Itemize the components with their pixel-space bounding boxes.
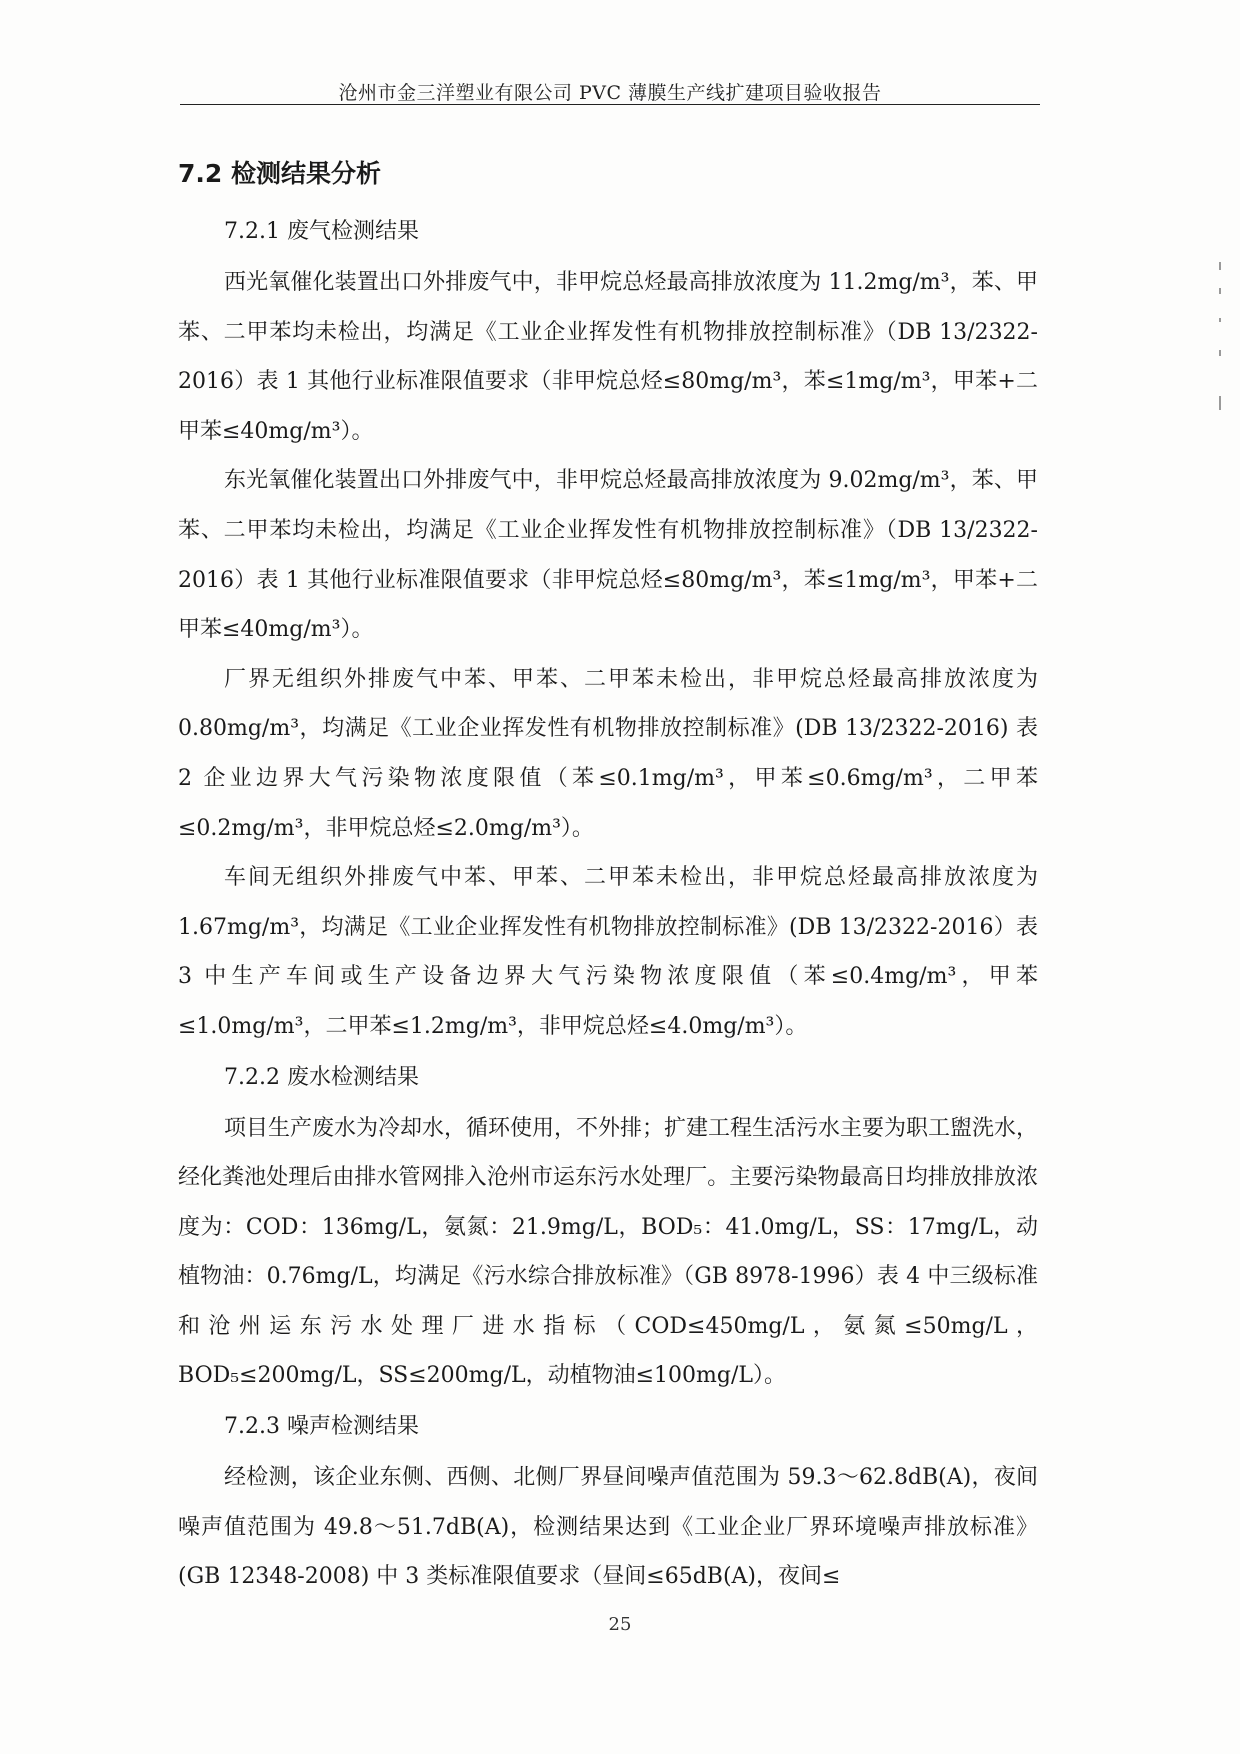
subsection-heading-exhaust: 7.2.1 废气检测结果 (224, 219, 419, 244)
paragraph-west-uv-oxidation: 西光氧催化装置出口外排废气中，非甲烷总烃最高排放浓度为 11.2mg/m³，苯、甲苯、二甲苯均未检出，均满足《工业企业挥发性有机物排放控制标准》（DB 13/2322-2016）表 1 其他行业标准限值要求（非甲烷总烃≤80mg/m³，苯≤1mg/m³，甲苯+二甲苯≤40mg/m³）。 (178, 270, 1038, 444)
scan-mark (1219, 396, 1221, 410)
section-title: 7.2 检测结果分析 (178, 159, 381, 188)
scan-mark (1219, 318, 1221, 322)
scan-mark (1219, 288, 1221, 294)
page-number: 25 (608, 1614, 632, 1635)
scan-mark (1219, 262, 1221, 270)
paragraph-wastewater: 项目生产废水为冷却水，循环使用，不外排；扩建工程生活污水主要为职工盥洗水，经化粪池处理后由排水管网排入沧州市运东污水处理厂。主要污染物最高日均排放排放浓度为：COD：136mg/L，氨氮：21.9mg/L，BOD₅：41.0mg/L，SS：17mg/L，动植物油：0.76mg/L，均满足《污水综合排放标准》（GB 8978-1996）表 4 中三级标准和沧州运东污水处理厂进水指标（COD≤450mg/L，氨氮≤50mg/L，BOD₅≤200mg/L，SS≤200mg/L，动植物油≤100mg/L）。 (178, 1115, 1039, 1389)
page-body (178, 156, 1038, 1602)
running-header: 沧州市金三洋塑业有限公司 PVC 薄膜生产线扩建项目验收报告 (338, 82, 882, 104)
paragraph-boundary-fugitive: 厂界无组织外排废气中苯、甲苯、二甲苯未检出，非甲烷总烃最高排放浓度为 0.80mg/m³，均满足《工业企业挥发性有机物排放控制标准》(DB 13/2322-2016) 表 2 企业边界大气污染物浓度限值（苯≤0.1mg/m³，甲苯≤0.6mg/m³，二甲苯≤0.2mg/m³，非甲烷总烃≤2.0mg/m³）。 (178, 666, 1038, 841)
scan-mark (1219, 350, 1221, 356)
paragraph-workshop-fugitive: 车间无组织外排废气中苯、甲苯、二甲苯未检出，非甲烷总烃最高排放浓度为 1.67mg/m³，均满足《工业企业挥发性有机物排放控制标准》(DB 13/2322-2016）表 3 中生产车间或生产设备边界大气污染物浓度限值（苯≤0.4mg/m³，甲苯≤1.0mg/m³，二甲苯≤1.2mg/m³，非甲烷总烃≤4.0mg/m³）。 (178, 865, 1038, 1039)
header-rule (180, 104, 1040, 105)
paragraph-east-uv-oxidation: 东光氧催化装置出口外排废气中，非甲烷总烃最高排放浓度为 9.02mg/m³，苯、甲苯、二甲苯均未检出，均满足《工业企业挥发性有机物排放控制标准》（DB 13/2322-2016）表 1 其他行业标准限值要求（非甲烷总烃≤80mg/m³，苯≤1mg/m³，甲苯+二甲苯≤40mg/m³）。 (178, 468, 1038, 643)
subsection-heading-noise: 7.2.3 噪声检测结果 (224, 1414, 419, 1440)
subsection-heading-wastewater: 7.2.2 废水检测结果 (224, 1064, 419, 1090)
paragraph-noise: 经检测，该企业东侧、西侧、北侧厂界昼间噪声值范围为 59.3～62.8dB(A)，夜间噪声值范围为 49.8～51.7dB(A)，检测结果达到《工业企业厂界环境噪声排放标准》(GB 12348-2008) 中 3 类标准限值要求（昼间≤65dB(A)，夜间≤ (178, 1465, 1038, 1590)
